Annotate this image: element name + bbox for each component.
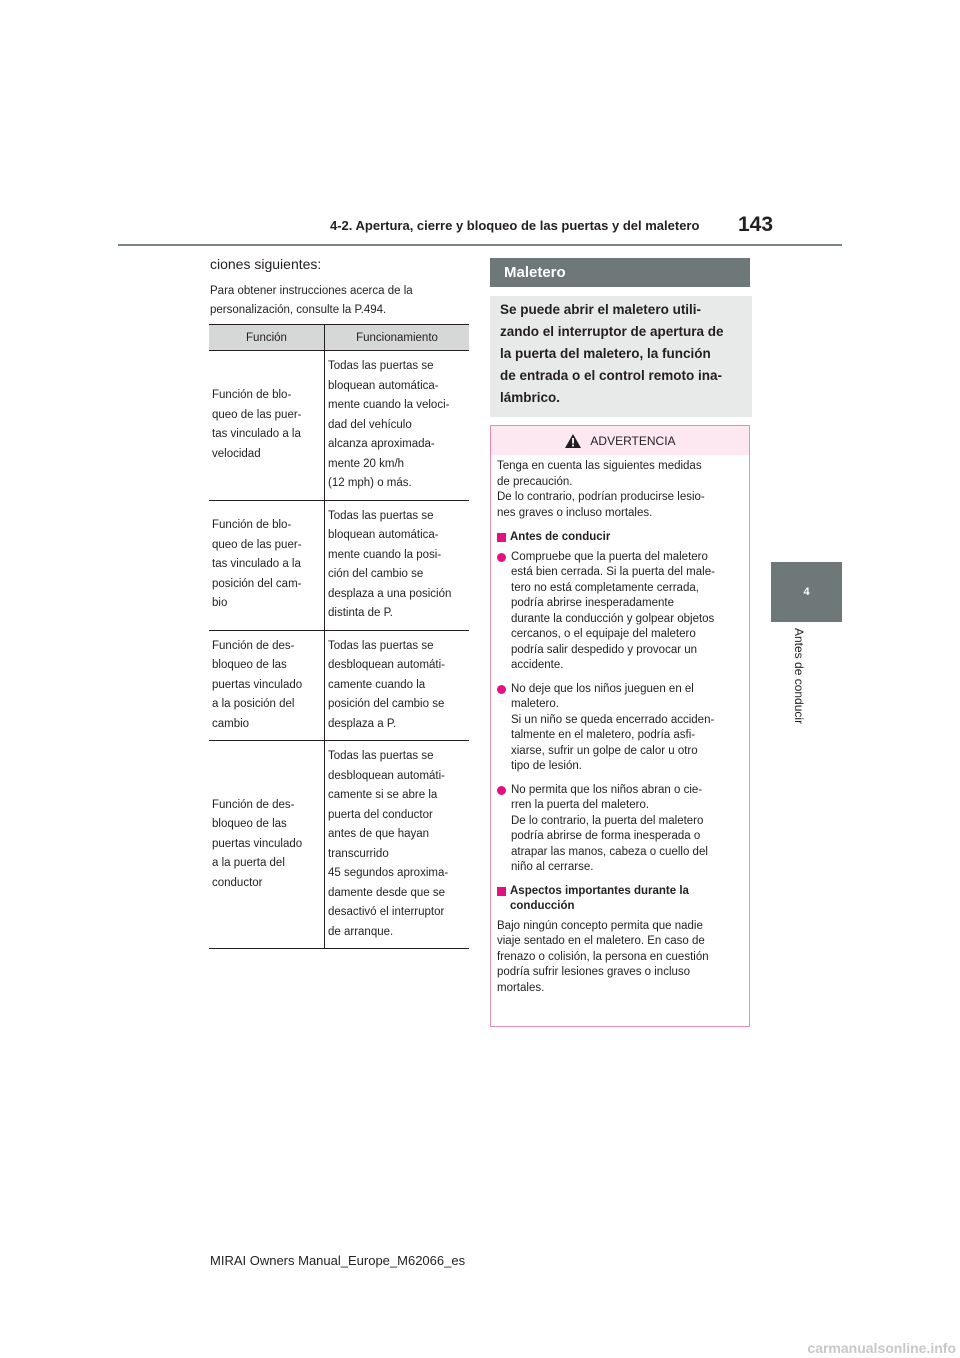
table-cell: Función de blo- queo de las puer- tas vinculado a la velocidad bbox=[209, 351, 325, 501]
chapter-tab bbox=[771, 562, 842, 622]
header-divider bbox=[118, 244, 842, 246]
table-cell: Función de des- bloqueo de las puertas vinculado a la puerta del conductor bbox=[209, 741, 325, 949]
subheading: Antes de conducir bbox=[497, 530, 742, 546]
table-cell: Función de des- bloqueo de las puertas vinculado a la posición del cambio bbox=[209, 630, 325, 741]
lead-text: ciones siguientes: bbox=[210, 256, 322, 272]
warning-paragraph: Bajo ningún concepto permita que nadie viaje sentado en el maletero. En caso de frenazo o colisión, la persona en cuestión podría sufrir lesiones graves o incluso mortales. bbox=[497, 919, 709, 994]
chapter-label-wrap bbox=[760, 628, 840, 748]
circle-bullet-icon bbox=[497, 553, 506, 562]
square-bullet-icon bbox=[497, 887, 506, 896]
table-row bbox=[209, 630, 469, 741]
circle-bullet-icon bbox=[497, 786, 506, 795]
subheading: Aspectos importantes durante la conducción bbox=[497, 884, 742, 915]
warning-box bbox=[490, 425, 750, 1027]
chapter-label: Antes de conducir bbox=[792, 628, 806, 725]
list-item: No permita que los niños abran o cie- rren la puerta del maletero. De lo contrario, la puerta del maletero podría abrirse de forma inesperada o atrapar las manos, cabeza o cuello del niño al cerrarse. bbox=[497, 783, 742, 876]
chapter-number: 4 bbox=[803, 586, 810, 598]
page-number: 143 bbox=[738, 213, 774, 236]
list-item: Compruebe que la puerta del maletero está bien cerrada. Si la puerta del male- tero no está completamente cerrada, podría abrirse inesperadamente durante la conducción y golpear objetos cercanos, o el equipaje del maletero podría salir despedido y provocar un accidente. bbox=[497, 550, 742, 674]
warning-triangle-icon bbox=[564, 433, 582, 449]
watermark: carmanualsonline.info bbox=[807, 1340, 956, 1356]
manual-name: MIRAI Owners Manual_Europe_M62066_es bbox=[210, 1253, 466, 1268]
warning-label: ADVERTENCIA bbox=[590, 433, 676, 448]
warning-intro: Tenga en cuenta las siguientes medidas de precaución. De lo contrario, podrían producirse lesio- nes graves o incluso mortales. bbox=[497, 460, 705, 519]
customization-note: Para obtener instrucciones acerca de la personalización, consulte la P.494. bbox=[210, 285, 413, 316]
column-header: Funcionamiento bbox=[325, 325, 470, 351]
intro-box bbox=[490, 296, 752, 417]
intro-text: Se puede abrir el maletero utili- zando el interruptor de apertura de la puerta del maletero, la función de entrada o el control remoto ina- lámbrico. bbox=[500, 302, 724, 405]
warning-header bbox=[491, 426, 749, 455]
table-cell: Todas las puertas se bloquean automática- mente cuando la veloci- dad del vehículo alcanza aproximada- mente 20 km/h (12 mph) o más. bbox=[325, 351, 470, 501]
table-row bbox=[209, 741, 469, 949]
table-cell: Todas las puertas se desbloquean automáti- camente cuando la posición del cambio se desplaza a P. bbox=[325, 630, 470, 741]
section-title: 4-2. Apertura, cierre y bloqueo de las puertas y del maletero bbox=[330, 218, 700, 233]
column-header: Función bbox=[209, 325, 325, 351]
table-cell: Función de blo- queo de las puer- tas vinculado a la posición del cam- bio bbox=[209, 500, 325, 630]
square-bullet-icon bbox=[497, 533, 506, 542]
warning-body bbox=[491, 455, 749, 996]
circle-bullet-icon bbox=[497, 685, 506, 694]
table-cell: Todas las puertas se bloquean automática- mente cuando la posi- ción del cambio se desplaza a una posición distinta de P. bbox=[325, 500, 470, 630]
list-item: No deje que los niños jueguen en el maletero. Si un niño se queda encerrado acciden- talmente en el maletero, podría asfi- xiarse, sufrir un golpe de calor u otro tipo de lesión. bbox=[497, 682, 742, 775]
table-row bbox=[209, 351, 469, 501]
function-table bbox=[209, 324, 469, 949]
table-cell: Todas las puertas se desbloquean automáti- camente si se abre la puerta del conductor antes de que hayan transcurrido 45 segundos aproxima- damente desde que se desactivó el interruptor de arranque. bbox=[325, 741, 470, 949]
section-heading-bar: Maletero bbox=[490, 258, 750, 287]
table-row bbox=[209, 500, 469, 630]
table-header-row bbox=[209, 325, 469, 351]
